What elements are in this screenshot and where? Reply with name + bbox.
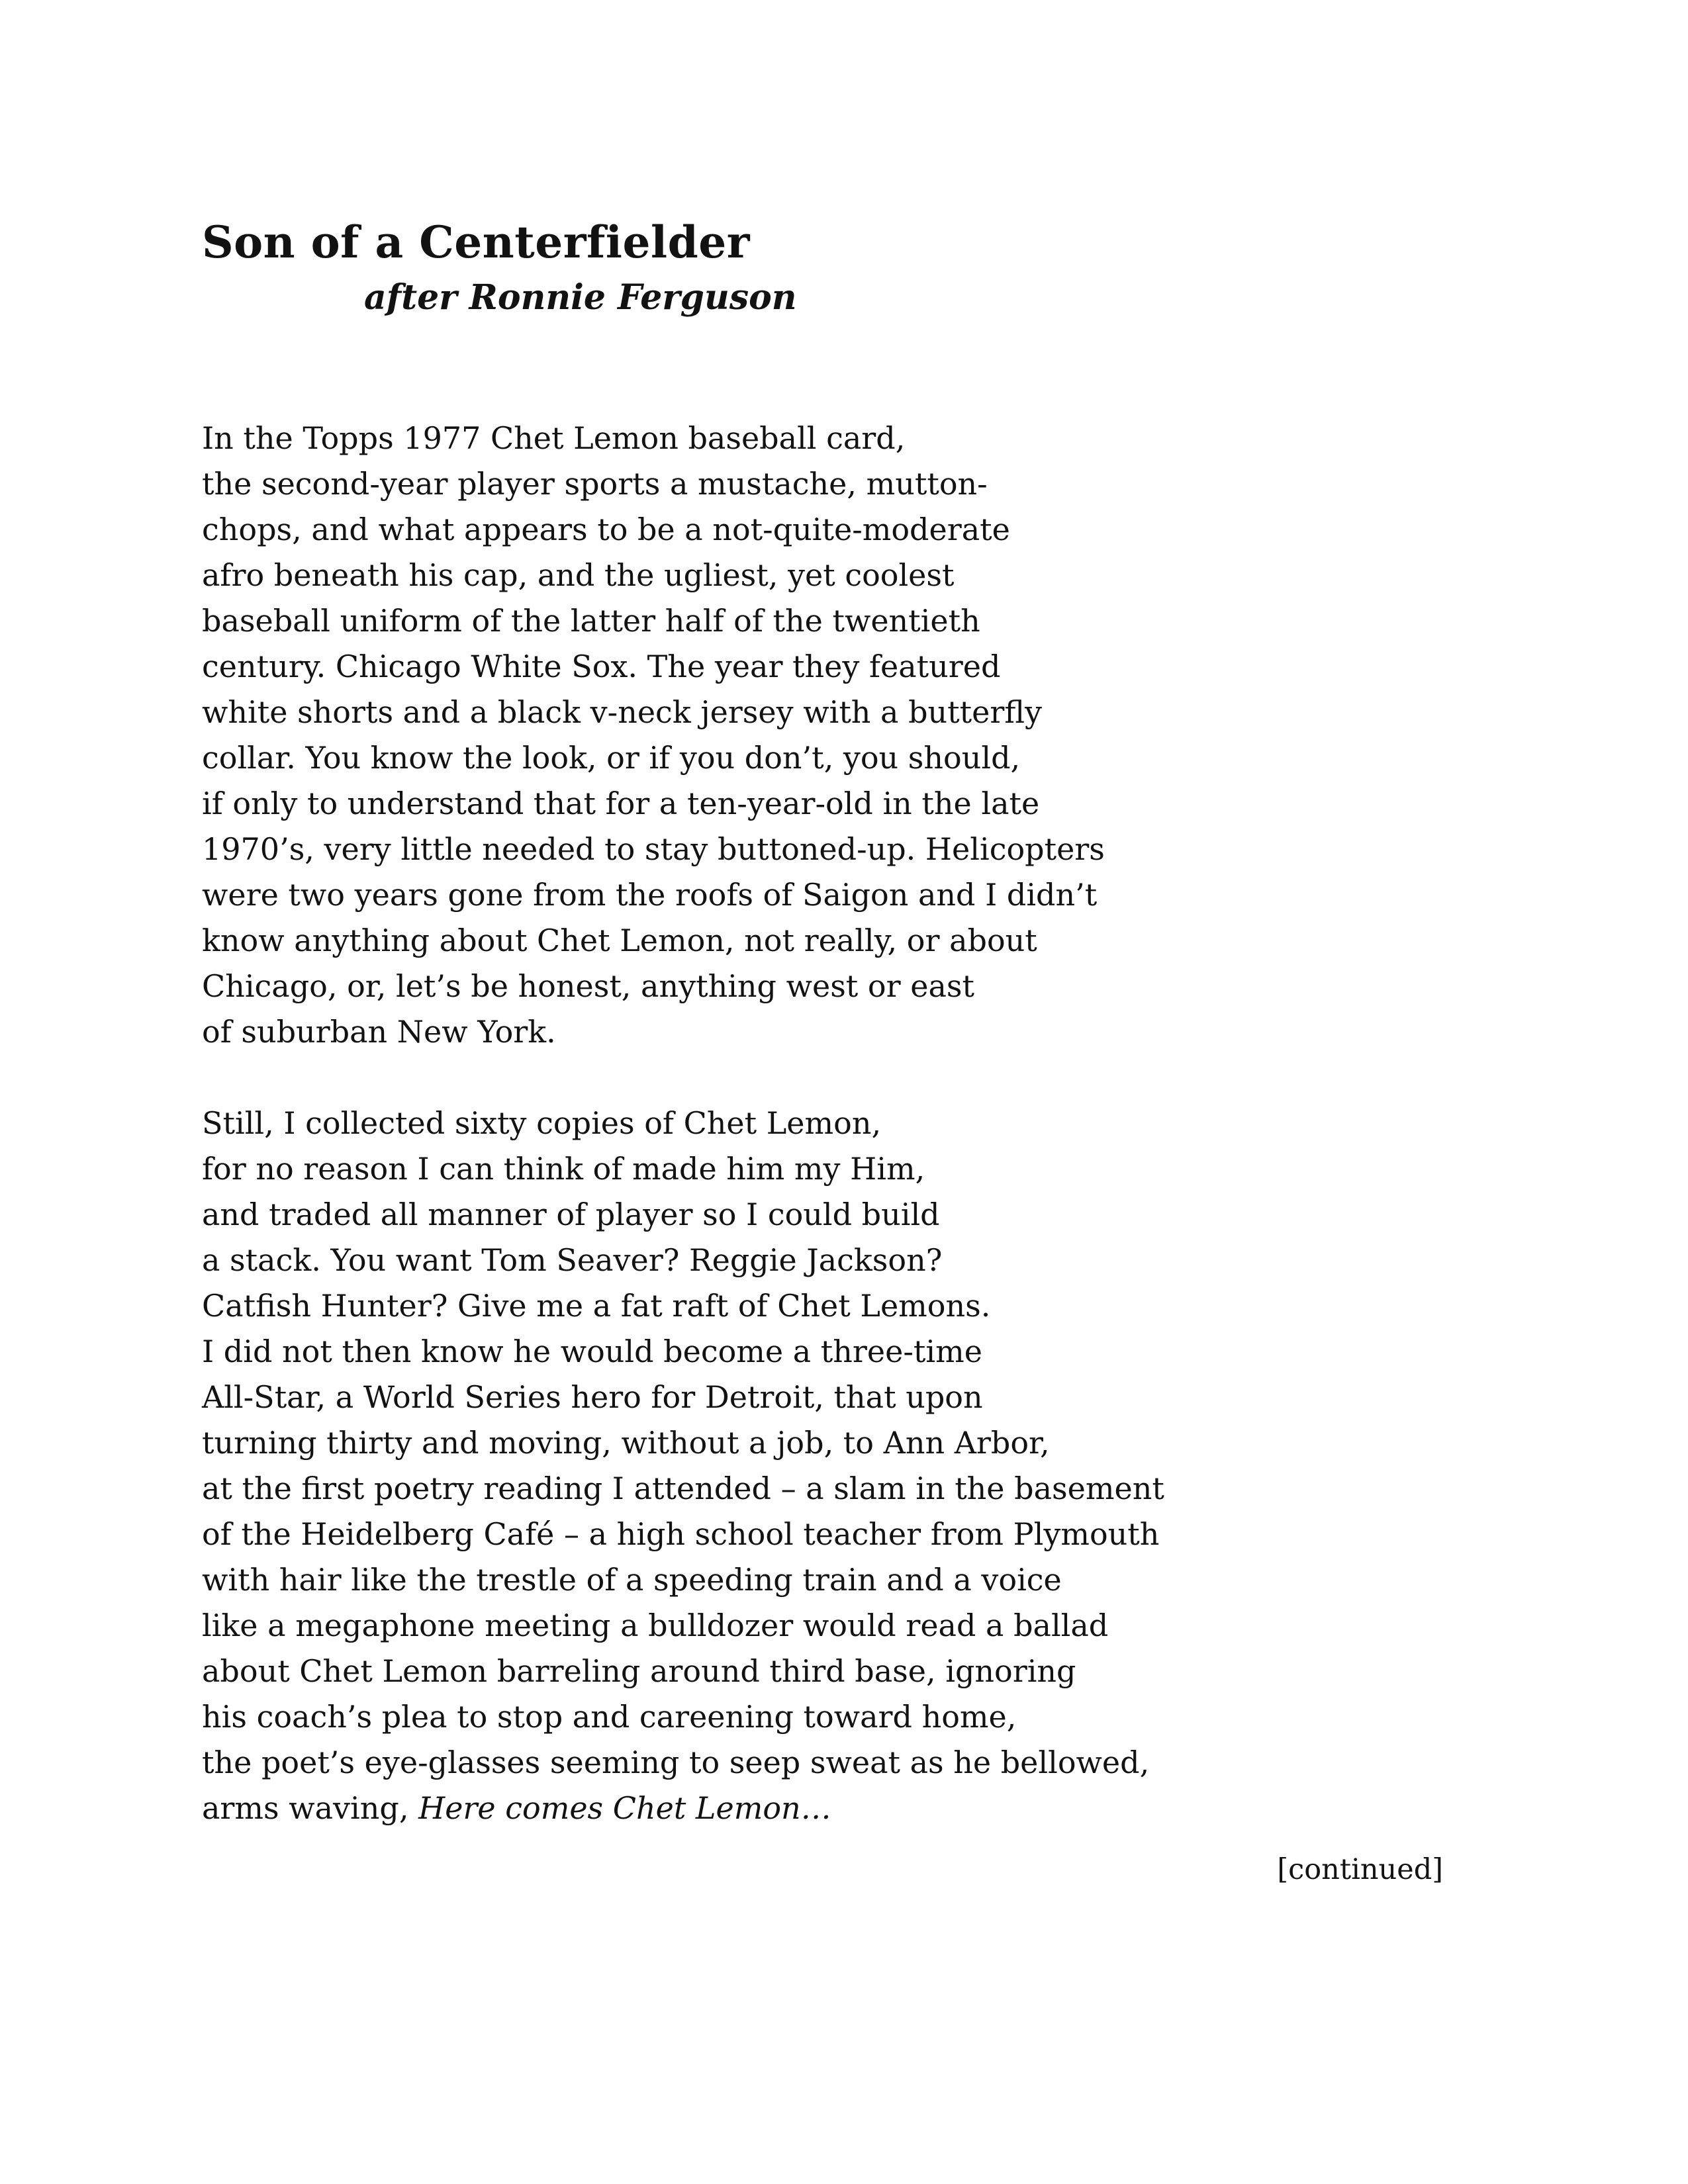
poem-line: like a megaphone meeting a bulldozer would read a ballad (202, 1607, 1109, 1643)
poem-line: I did not then know he would become a three-time (202, 1333, 982, 1369)
poem-line: about Chet Lemon barreling around third base, ignoring (202, 1653, 1076, 1689)
poem-line: Catfish Hunter? Give me a fat raft of Chet Lemons. (202, 1287, 991, 1324)
stanza (202, 1101, 1493, 1831)
poem-line: Still, I collected sixty copies of Chet Lemon, (202, 1105, 882, 1141)
poem-line: Chicago, or, let’s be honest, anything west or east (202, 968, 974, 1004)
poem-line: if only to understand that for a ten-year-old in the late (202, 785, 1040, 821)
poem-line: turning thirty and moving, without a job, to Ann Arbor, (202, 1424, 1050, 1461)
poem-line-segment: arms waving, (202, 1790, 419, 1826)
stanza (202, 416, 1493, 1055)
continued-note: [continued] (1277, 1853, 1443, 1886)
poem-line: know anything about Chet Lemon, not really, or about (202, 922, 1037, 958)
poem-line: All-Star, a World Series hero for Detroit, that upon (202, 1379, 983, 1415)
poem-line (202, 1786, 1493, 1831)
poem-text-block (202, 218, 1493, 1877)
poem-line: the poet’s eye-glasses seeming to seep sweat as he bellowed, (202, 1744, 1150, 1780)
poem-line: baseball uniform of the latter half of the twentieth (202, 602, 980, 639)
poem-line: the second-year player sports a mustache, mutton- (202, 465, 988, 502)
poem-line: In the Topps 1977 Chet Lemon baseball card, (202, 420, 906, 456)
poem-line: chops, and what appears to be a not-quite-moderate (202, 511, 1010, 547)
poem-line: a stack. You want Tom Seaver? Reggie Jackson? (202, 1242, 943, 1278)
poem-title: Son of a Centerfielder (202, 216, 750, 268)
poem-line-italic-segment: Here comes Chet Lemon… (418, 1790, 831, 1826)
poem-line: of the Heidelberg Café – a high school teacher from Plymouth (202, 1516, 1160, 1552)
poem-line: collar. You know the look, or if you don’t, you should, (202, 739, 1021, 776)
poem-line: century. Chicago White Sox. The year they featured (202, 648, 1001, 684)
poem-line: afro beneath his cap, and the ugliest, yet coolest (202, 557, 955, 593)
poem-line: his coach’s plea to stop and careening toward home, (202, 1698, 1017, 1735)
poem-line: with hair like the trestle of a speeding train and a voice (202, 1561, 1062, 1598)
poem-body (202, 416, 1493, 1831)
poem-line: 1970’s, very little needed to stay buttoned-up. Helicopters (202, 831, 1105, 867)
poem-line: for no reason I can think of made him my Him, (202, 1150, 925, 1187)
poem-line: at the first poetry reading I attended – a slam in the basement (202, 1470, 1164, 1506)
poem-line: of suburban New York. (202, 1013, 556, 1050)
poem-subtitle: after Ronnie Ferguson (364, 277, 797, 318)
poem-line: were two years gone from the roofs of Saigon and I didn’t (202, 876, 1098, 913)
poem-line: and traded all manner of player so I could build (202, 1196, 940, 1232)
poem-line: white shorts and a black v-neck jersey with a butterfly (202, 694, 1043, 730)
